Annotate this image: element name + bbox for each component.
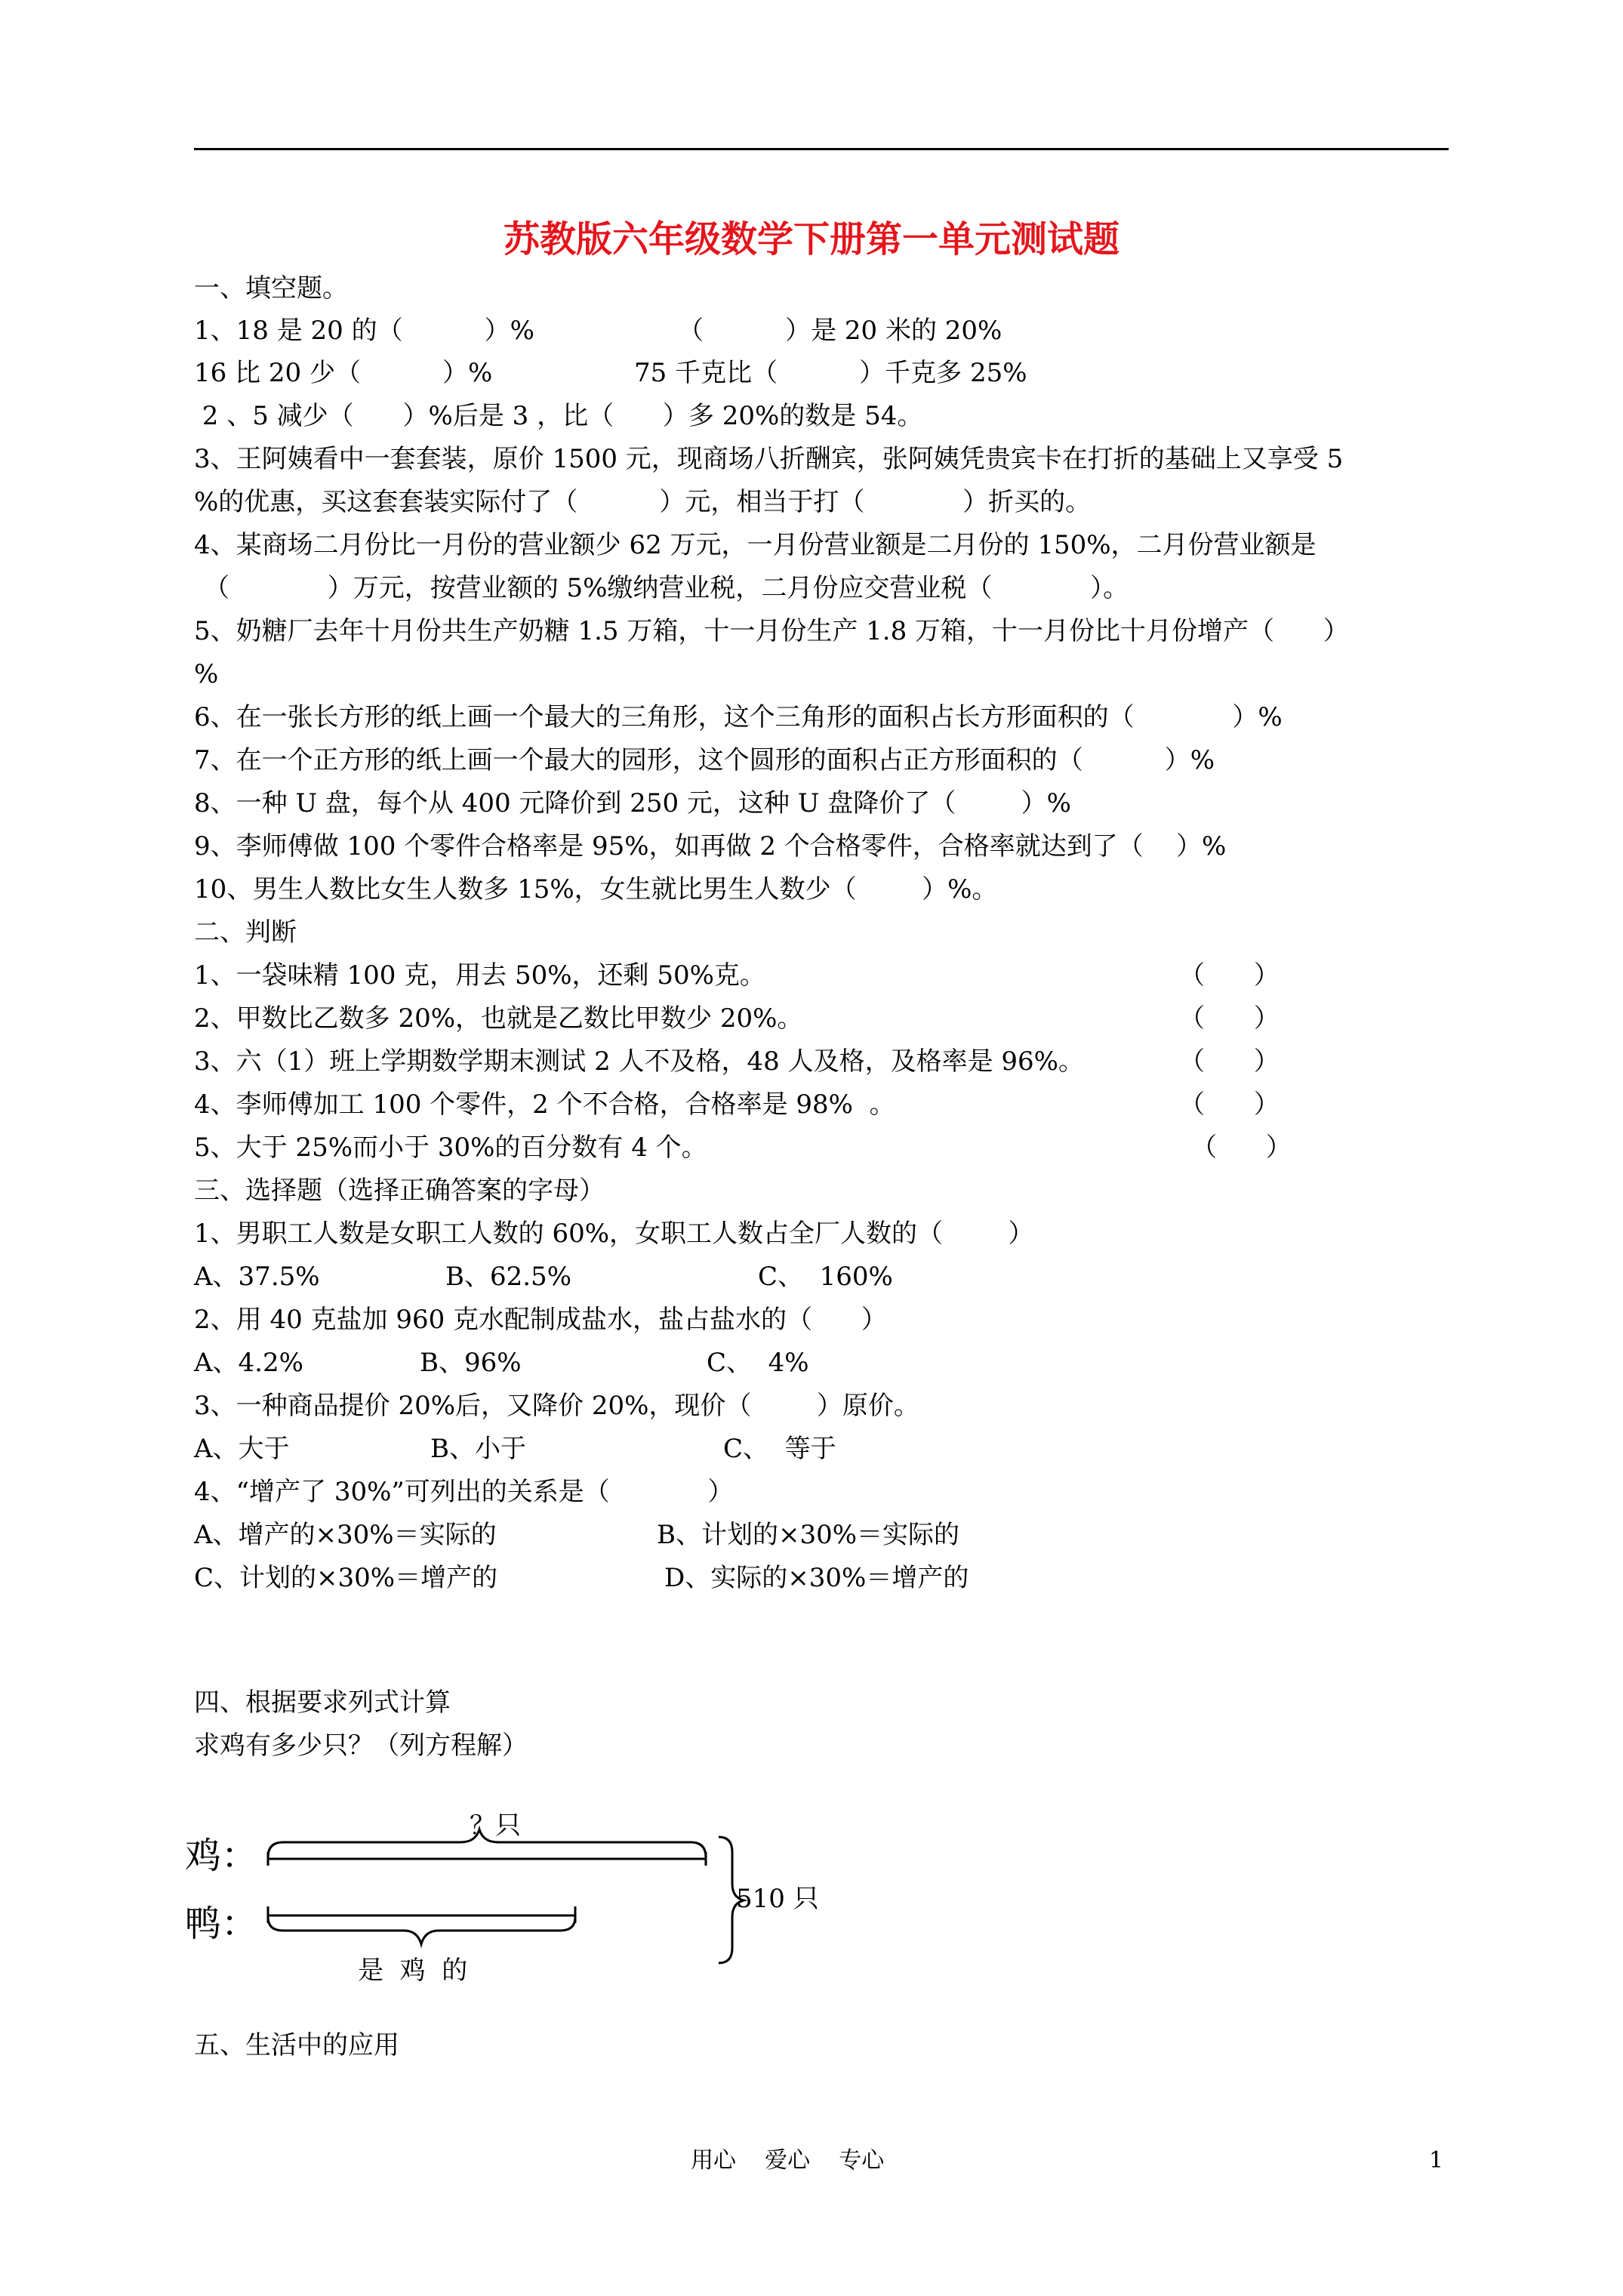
text-line: 3、王阿姨看中一套套装，原价 1500 元，现商场八折酬宾，张阿姨凭贵宾卡在打折的基础上又享受 5 [194,444,1344,474]
text-line: %的优惠，买这套套装实际付了（ ）元，相当于打（ ）折买的。 [194,487,1092,517]
text-line: C、 160% [758,1262,893,1292]
text-line: 16 比 20 少（ ）% [194,358,493,388]
text-line: 3、一种商品提价 20%后，又降价 20%，现价（ ）原价。 [194,1391,919,1421]
text-line: D、实际的×30%＝增产的 [664,1563,969,1593]
chicken-label: 鸡： [185,1835,258,1877]
text-line: 二、判断 [194,917,297,948]
text-line: （ ） [1179,1003,1280,1034]
text-line: （ ）万元，按营业额的 5%缴纳营业税，二月份应交营业税（ ）。 [204,573,1129,603]
text-line: 3、六（1）班上学期数学期末测试 2 人不及格，48 人及格，及格率是 96%。 [194,1046,1084,1077]
diagram-total-label: 510 只 [736,1884,819,1914]
text-line: C、 4% [707,1348,809,1378]
text-line: A、增产的×30%＝实际的 [194,1520,497,1550]
text-line: 75 千克比（ ）千克多 25% [634,358,1027,388]
text-line: A、4.2% [194,1348,303,1378]
diagram-relation-label: 是 鸡 的 [358,1955,468,1986]
text-line: 2、用 40 克盐加 960 克水配制成盐水，盐占盐水的（ ） [194,1305,887,1335]
text-line: 三、选择题（选择正确答案的字母） [194,1176,605,1206]
text-line: 5、奶糖厂去年十月份共生产奶糖 1.5 万箱，十一月份生产 1.8 万箱，十一月份比十月份增产（ ） [194,616,1349,646]
diagram-question-label: ？只 [470,1811,521,1841]
text-line: （ ）是 20 米的 20% [678,316,1002,346]
text-line: C、计划的×30%＝增产的 [194,1563,498,1593]
header-rule [194,148,1449,150]
text-line: 4、“增产了 30%”可列出的关系是（ ） [194,1477,734,1507]
text-line: A、37.5% [194,1262,320,1292]
text-line: C、 等于 [723,1434,836,1464]
text-line: （ ） [1179,960,1280,991]
page-number: 1 [1429,2147,1444,2174]
text-line: 10、男生人数比女生人数多 15%，女生就比男生人数少（ ）%。 [194,874,998,905]
text-line: 4、某商场二月份比一月份的营业额少 62 万元，一月份营业额是二月份的 150%，二月份营业额是 [194,530,1317,560]
duck-brace [268,1917,575,1944]
text-line: 四、根据要求列式计算 [194,1687,451,1718]
text-line: B、小于 [430,1434,526,1464]
text-line: 五、生活中的应用 [194,2030,399,2060]
text-line: 7、在一个正方形的纸上画一个最大的园形，这个圆形的面积占正方形面积的（ ）% [194,745,1215,775]
text-line: B、62.5% [445,1262,571,1292]
text-line: B、计划的×30%＝实际的 [657,1520,960,1550]
text-line: （ ） [1179,1089,1280,1120]
text-line: （ ） [1191,1133,1292,1163]
text-line: A、大于 [194,1434,290,1464]
text-line: 6、在一张长方形的纸上画一个最大的三角形，这个三角形的面积占长方形面积的（ ）% [194,702,1283,732]
text-line: 9、李师傅做 100 个零件合格率是 95%，如再做 2 个合格零件，合格率就达到了（ ）% [194,831,1227,861]
text-line: 求鸡有多少只？（列方程解） [194,1730,528,1761]
text-line: 8、一种 U 盘，每个从 400 元降价到 250 元，这种 U 盘降价了（ ）% [194,788,1071,818]
text-line: 1、一袋味精 100 克，用去 50%，还剩 50%克。 [194,960,765,991]
text-line: % [194,659,219,689]
text-line: 5、大于 25%而小于 30%的百分数有 4 个。 [194,1133,707,1163]
text-line: 2、甲数比乙数多 20%，也就是乙数比甲数少 20%。 [194,1003,803,1034]
text-line: 1、18 是 20 的（ ）% [194,316,534,346]
page-title: 苏教版六年级数学下册第一单元测试题 [503,218,1119,260]
duck-label: 鸭： [185,1903,258,1945]
footer-motto: 用心 爱心 专心 [691,2147,885,2174]
text-line: B、96% [420,1348,522,1378]
text-line: （ ） [1179,1046,1280,1077]
text-line: 一、填空题。 [194,273,348,304]
text-line: 2 、5 减少（ ）%后是 3 ，比（ ）多 20%的数是 54。 [194,401,923,431]
text-line: 1、男职工人数是女职工人数的 60%，女职工人数占全厂人数的（ ） [194,1219,1034,1249]
text-line: 4、李师傅加工 100 个零件，2 个不合格，合格率是 98% 。 [194,1089,895,1120]
